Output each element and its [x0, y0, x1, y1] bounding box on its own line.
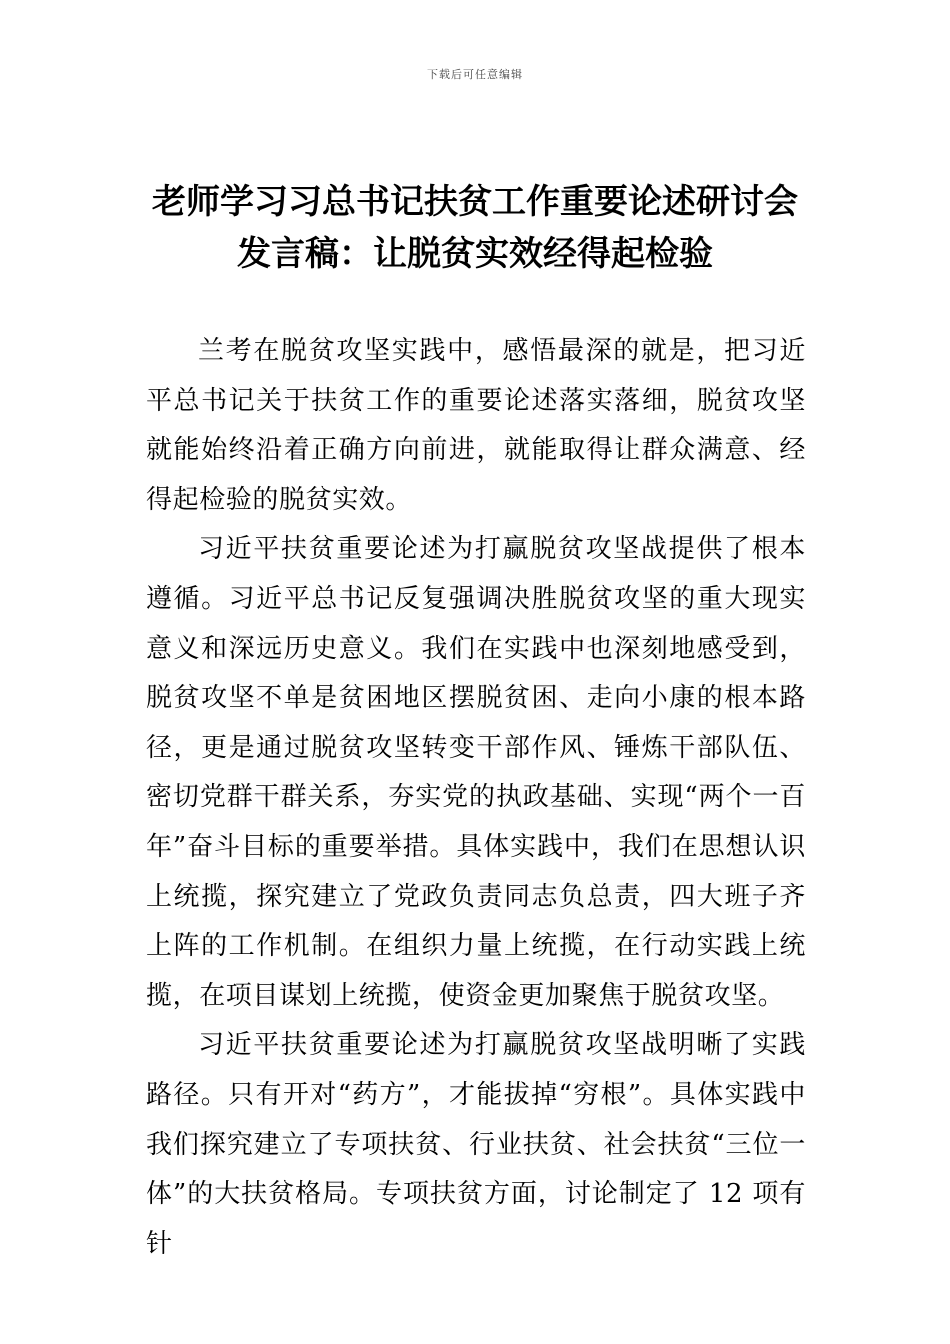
paragraph-3: 习近平扶贫重要论述为打赢脱贫攻坚战明晰了实践路径。只有开对“药方”，才能拔掉“穷根”。具体实践中我们探究建立了专项扶贫、行业扶贫、社会扶贫“三位一体”的大扶贫格局。专项扶贫方面，讨论制定了 12 项有针 [146, 1030, 806, 1259]
document-title: 老师学习习总书记扶贫工作重要论述研讨会发言稿：让脱贫实效经得起检验 [152, 182, 798, 274]
paragraph-1: 兰考在脱贫攻坚实践中，感悟最深的就是，把习近平总书记关于扶贫工作的重要论述落实落细，脱贫攻坚就能始终沿着正确方向前进，就能取得让群众满意、经得起检验的脱贫实效。 [146, 336, 806, 515]
document-body [146, 327, 806, 1269]
paragraph-2: 习近平扶贫重要论述为打赢脱贫攻坚战提供了根本遵循。习近平总书记反复强调决胜脱贫攻坚的重大现实意义和深远历史意义。我们在实践中也深刻地感受到，脱贫攻坚不单是贫困地区摆脱贫困、走向小康的根本路径，更是通过脱贫攻坚转变干部作风、锤炼干部队伍、密切党群干群关系，夯实党的执政基础、实现“两个一百年”奋斗目标的重要举措。具体实践中，我们在思想认识上统揽，探究建立了党政负责同志负总责，四大班子齐上阵的工作机制。在组织力量上统揽，在行动实践上统揽，在项目谋划上统揽，使资金更加聚焦于脱贫攻坚。 [146, 534, 806, 1011]
header-note: 下载后可任意编辑 [427, 68, 523, 81]
